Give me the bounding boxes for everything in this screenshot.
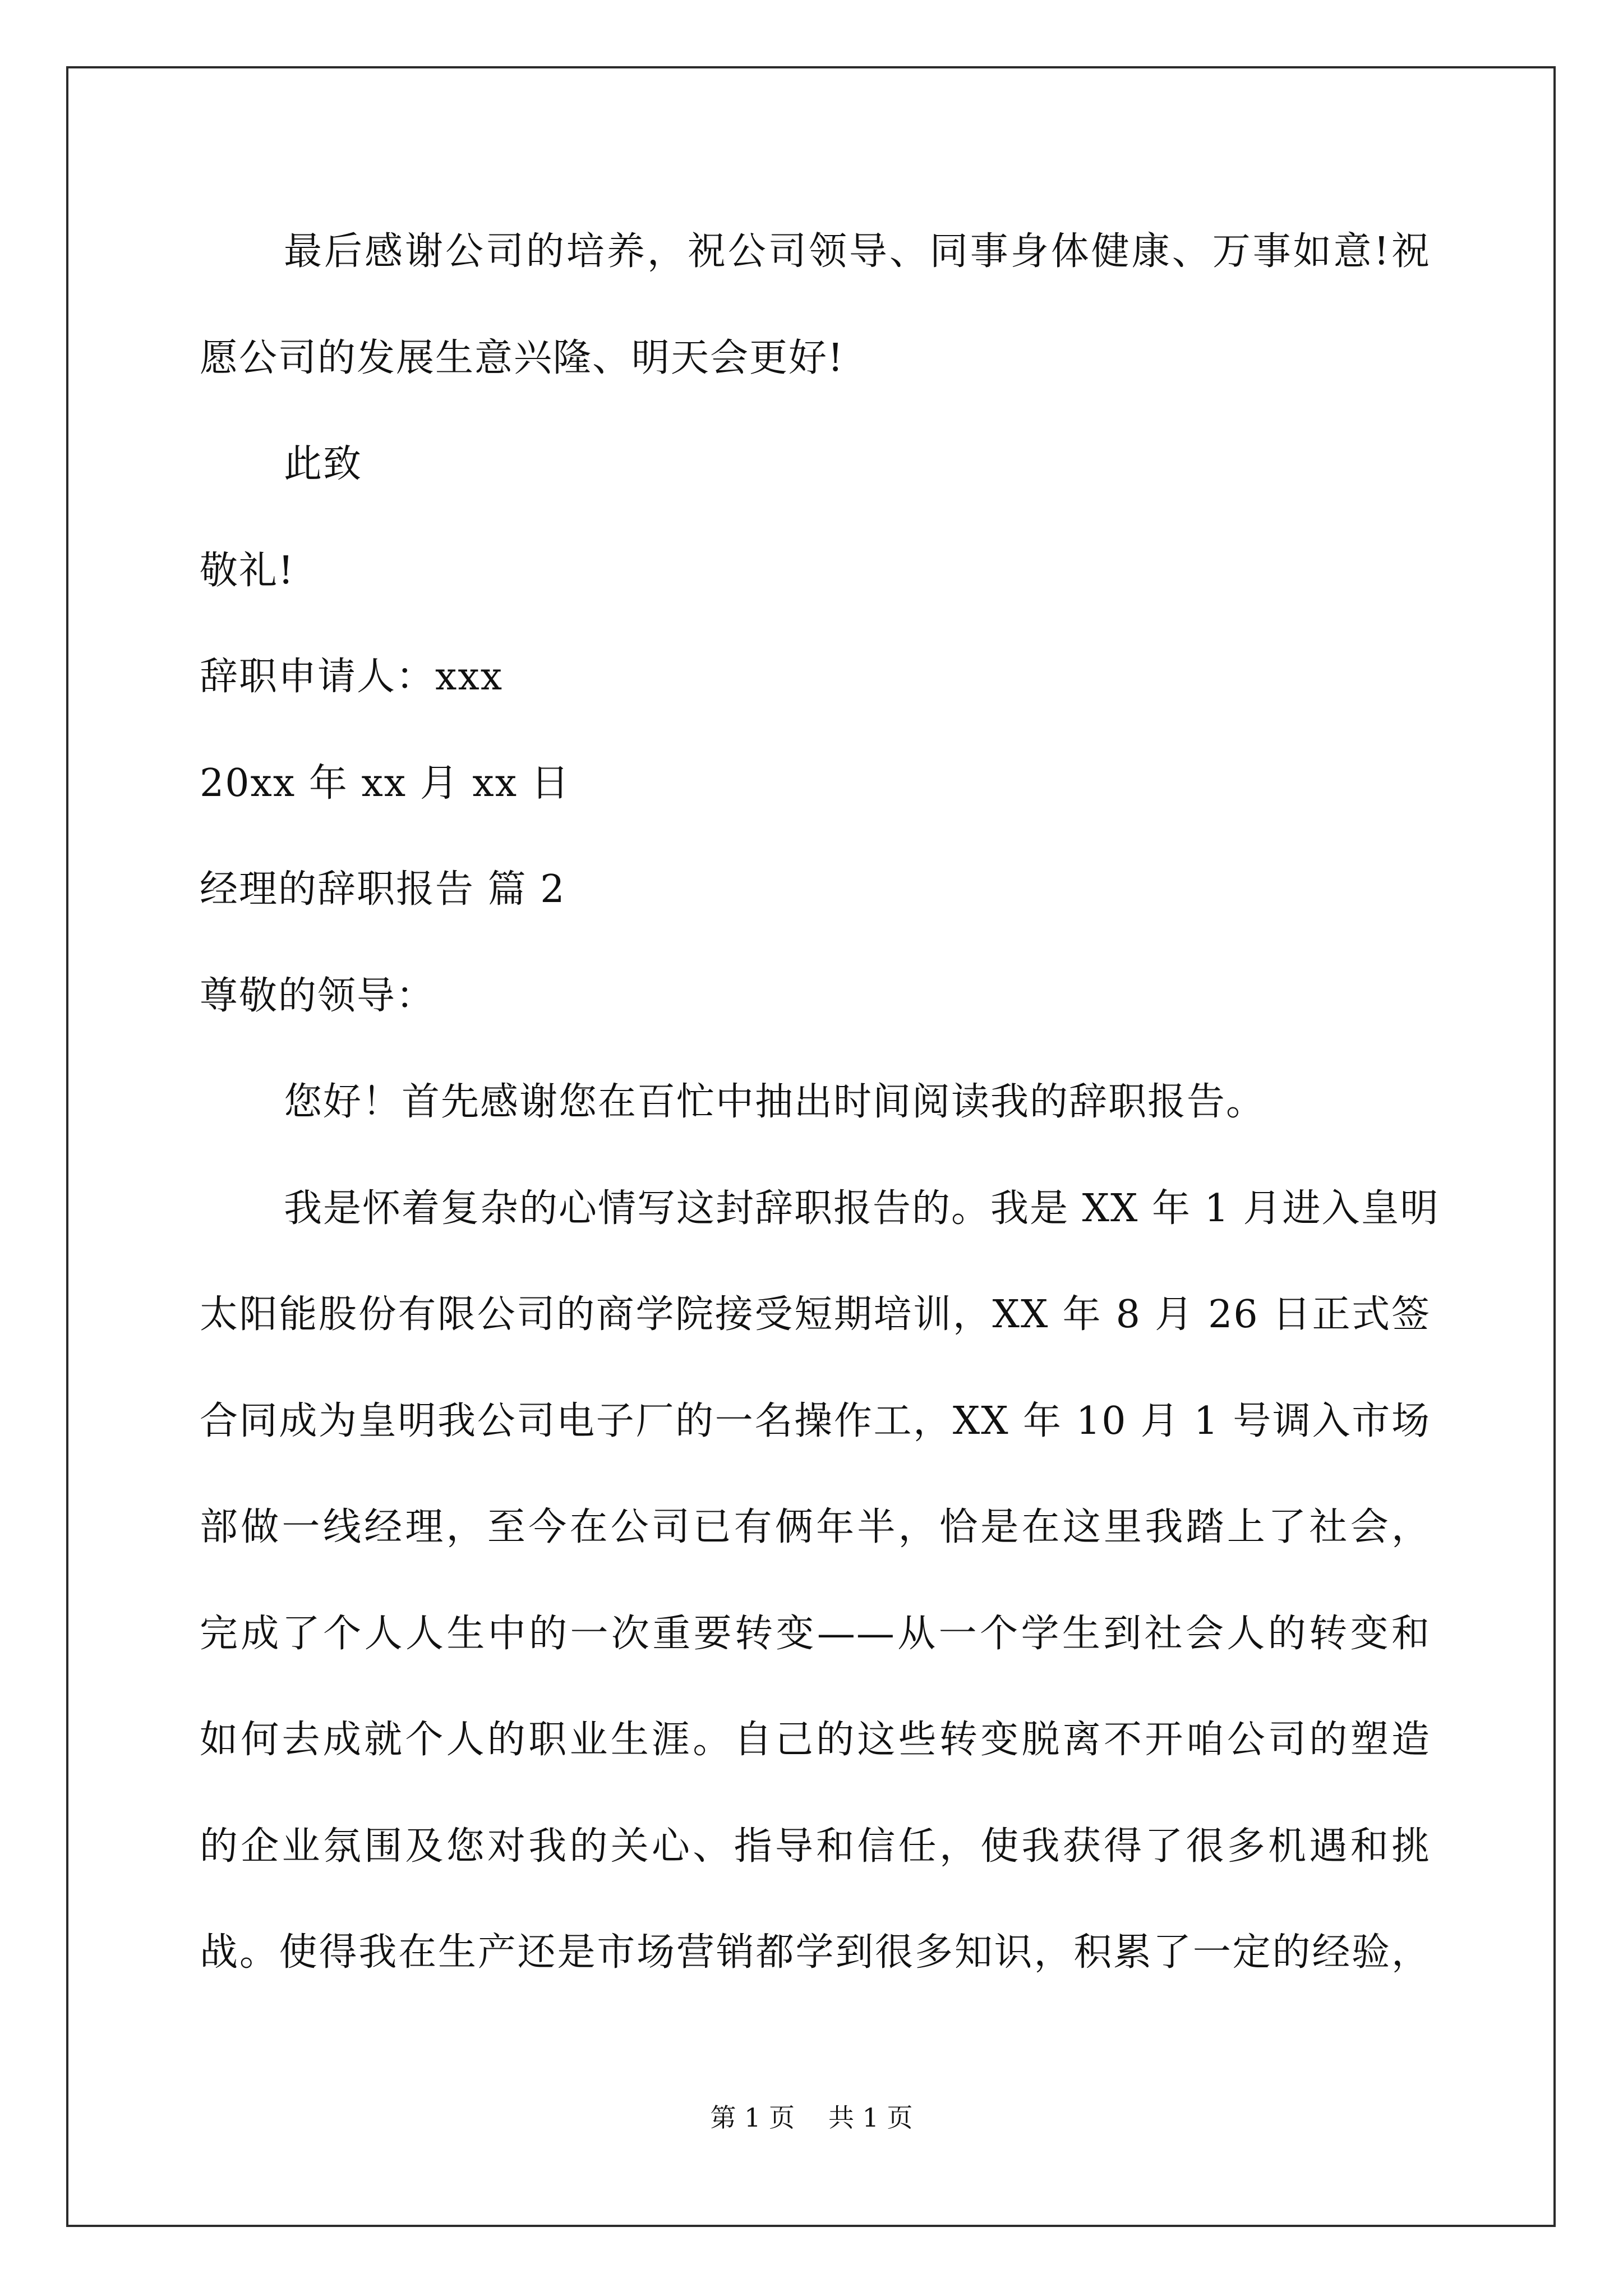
date-line: 20xx 年 xx 月 xx 日	[200, 761, 570, 806]
section-title: 经理的辞职报告 篇 2	[200, 867, 566, 912]
paragraph-line: 合同成为皇明我公司电子厂的一名操作工，XX 年 10 月 1 号调入市场	[200, 1399, 1431, 1443]
closing-phrase: 此致	[284, 442, 363, 486]
applicant-signature: 辞职申请人：xxx	[200, 655, 504, 699]
greeting: 尊敬的领导：	[200, 974, 436, 1018]
page-border	[66, 66, 1556, 2227]
paragraph-line: 我是怀着复杂的心情写这封辞职报告的。我是 XX 年 1 月进入皇明	[284, 1186, 1440, 1231]
page-footer	[0, 2101, 1623, 2134]
paragraph-line: 您好！首先感谢您在百忙中抽出时间阅读我的辞职报告。	[284, 1080, 1266, 1124]
page-total: 共 1 页	[828, 2102, 913, 2133]
salutation-closing: 敬礼!	[200, 549, 295, 593]
paragraph-line: 愿公司的发展生意兴隆、明天会更好!	[200, 336, 845, 380]
paragraph-line: 最后感谢公司的培养，祝公司领导、同事身体健康、万事如意!祝	[284, 229, 1431, 274]
paragraph-line: 完成了个人人生中的一次重要转变——从一个学生到社会人的转变和	[200, 1612, 1431, 1656]
paragraph-line: 的企业氛围及您对我的关心、指导和信任，使我获得了很多机遇和挑	[200, 1824, 1431, 1869]
paragraph-line: 如何去成就个人的职业生涯。自己的这些转变脱离不开咱公司的塑造	[200, 1718, 1431, 1762]
paragraph-line: 战。使得我在生产还是市场营销都学到很多知识，积累了一定的经验，	[200, 1930, 1431, 1975]
page-number: 第 1 页	[710, 2102, 795, 2133]
paragraph-line: 部做一线经理，至今在公司已有俩年半，恰是在这里我踏上了社会，	[200, 1505, 1431, 1549]
paragraph-line: 太阳能股份有限公司的商学院接受短期培训，XX 年 8 月 26 日正式签	[200, 1292, 1431, 1337]
